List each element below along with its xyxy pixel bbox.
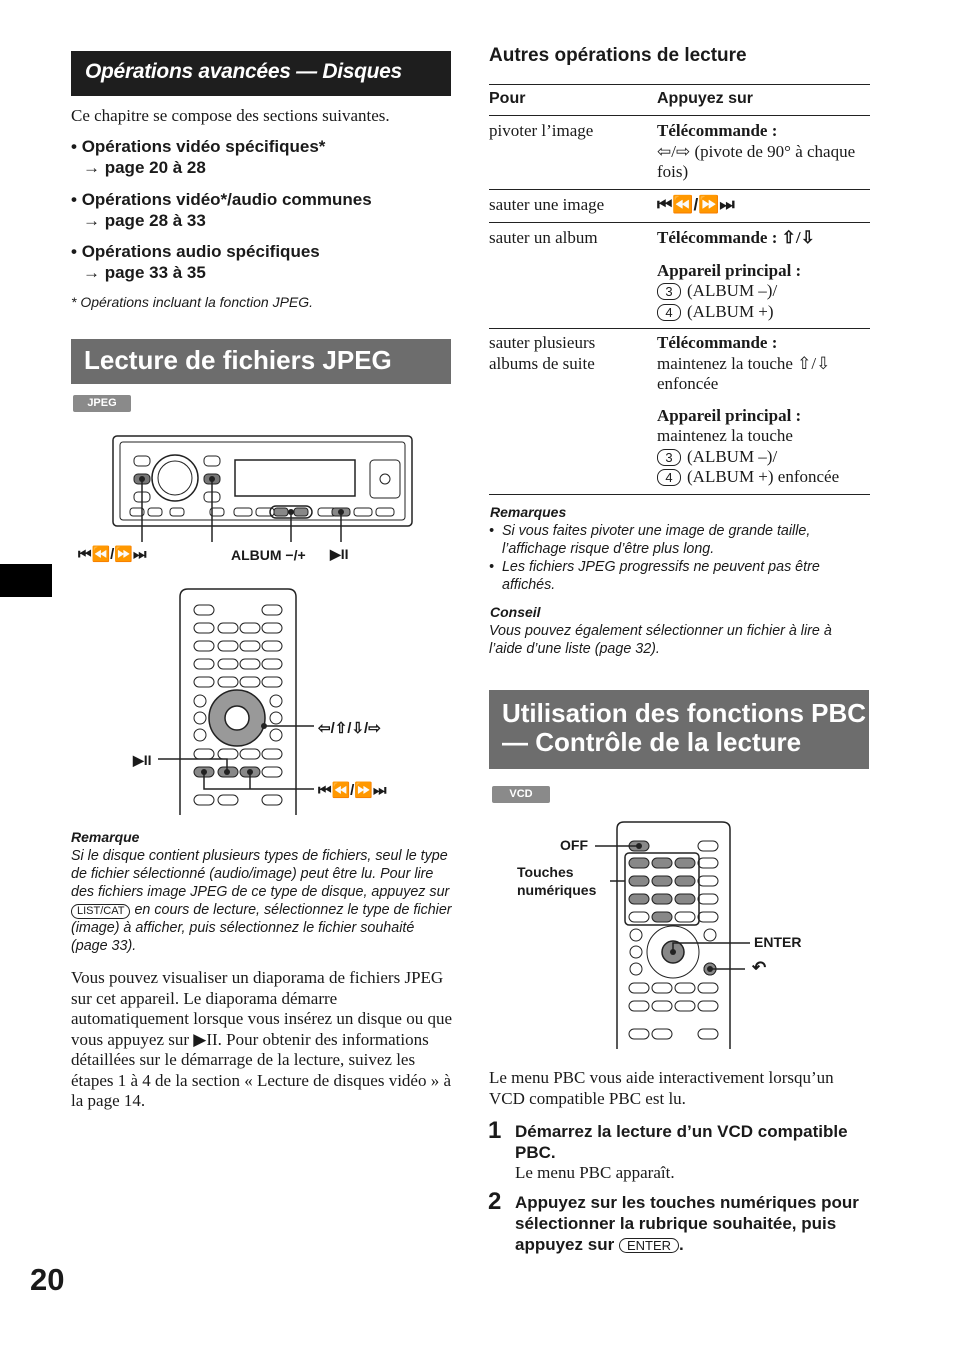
step-title: Démarrez la lecture d’un VCD compatible PBC. — [515, 1122, 848, 1162]
section-banner-advanced-ops — [71, 51, 451, 96]
key-4: 4 — [657, 469, 681, 486]
table-cell-action: Télécommande : ⇧/⇩ Appareil principal : 3 (ALBUM –)/ 4 (ALBUM +) — [657, 228, 815, 321]
key-3: 3 — [657, 449, 681, 466]
table-header-pour: Pour — [489, 90, 526, 107]
page-number: 20 — [30, 1262, 65, 1297]
pbc-body-text: Le menu PBC vous aide interactivement lorsqu’un VCD compatible PBC est lu. — [489, 1068, 834, 1108]
section-banner-title: Opérations avancées — Disques — [85, 60, 402, 83]
other-ops-heading: Autres opérations de lecture — [489, 45, 747, 66]
step-number: 2 — [488, 1188, 502, 1215]
list-cat-key: LIST/CAT — [71, 904, 130, 919]
table-rule — [489, 84, 870, 85]
remark-text: Si le disque contient plusieurs types de fichiers, seul le type de fichier sélectionné (audio/image) peut être lu. Pour lire des fichiers image JPEG de ce type de disque, appuyez sur LIST/CAT en cours de lecture, sélectionnez le type de fichier (image) à afficher, puis sélectionnez le fichier souhaité (page 33). — [71, 848, 452, 954]
enter-label: ENTER — [754, 934, 802, 950]
off-label: OFF — [560, 837, 588, 853]
list-item: • Opérations vidéo*/audio communes → page 28 à 33 — [71, 190, 372, 230]
list-item: • Opérations audio spécifiques → page 33 à 35 — [71, 242, 320, 282]
section-banner-pbc — [489, 690, 869, 769]
table-cell-pour: sauter une image — [489, 195, 605, 214]
key-3: 3 — [657, 283, 681, 300]
table-cell-action: Télécommande : maintenez la touche ⇧/⇩ enfoncée Appareil principal : maintenez la touche 3 (ALBUM –)/ 4 (ALBUM +) enfoncée — [657, 333, 840, 486]
table-header-appuyez: Appuyez sur — [657, 90, 754, 107]
table-rule — [489, 115, 870, 116]
enter-key: ENTER — [619, 1238, 679, 1253]
table-cell-action: ⏮⏪/⏩⏭ — [657, 195, 735, 214]
section-title: Lecture de fichiers JPEG — [84, 345, 392, 375]
section-banner-jpeg — [71, 339, 451, 384]
list-item: • Opérations vidéo spécifiques* → page 20 à 28 — [71, 137, 326, 177]
list-item: • Les fichiers JPEG progressifs ne peuvent pas être affichés. — [489, 559, 820, 593]
table-rule — [489, 189, 870, 190]
footnote: * Opérations incluant la fonction JPEG. — [71, 294, 314, 310]
remark-title: Remarque — [71, 829, 140, 845]
remarks-list — [489, 522, 869, 594]
album-label: ALBUM −/+ — [231, 547, 306, 563]
seek-label: ⏮⏪/⏩⏭ — [78, 546, 147, 563]
tip-text: Vous pouvez également sélectionner un fichier à lire à l’aide d’une liste (page 32). — [489, 623, 832, 657]
remarks-title: Remarques — [490, 504, 567, 520]
return-icon: ↶ — [752, 958, 767, 977]
chapter-tab — [0, 564, 52, 597]
intro-text: Ce chapitre se compose des sections suivantes. — [71, 106, 390, 125]
key-4: 4 — [657, 304, 681, 321]
step-title: Appuyez sur les touches numériques pour sélectionner la rubrique souhaitée, puis appuyez sur ENTER . — [515, 1193, 859, 1254]
table-rule — [489, 222, 870, 223]
table-rule — [489, 494, 870, 495]
table-cell-pour: pivoter l’image — [489, 121, 594, 140]
step-desc: Le menu PBC apparaît. — [515, 1163, 675, 1182]
table-cell-pour: sauter plusieurs albums de suite — [489, 333, 596, 373]
list-item: • Si vous faites pivoter une image de grande taille, l’affichage risque d’être plus long. — [489, 523, 811, 557]
section-title: Utilisation des fonctions PBC — Contrôle de la lecture — [502, 698, 867, 757]
arrows-label: ⇦/⇧/⇩/⇨ — [318, 720, 381, 737]
table-cell-pour: sauter un album — [489, 228, 598, 247]
step-number: 1 — [488, 1117, 502, 1144]
remote-seek-label: ⏮⏪/⏩⏭ — [318, 782, 387, 799]
number-keys-label: Touches numériques — [517, 864, 597, 898]
play-pause-label: ▶II — [330, 546, 349, 562]
jpeg-tag: JPEG — [73, 395, 131, 412]
tip-title: Conseil — [490, 604, 541, 620]
table-rule — [489, 328, 870, 329]
vcd-tag: VCD — [492, 786, 550, 803]
remote-play-label: ▶II — [133, 752, 152, 768]
table-cell-action: Télécommande : ⇦/⇨ (pivote de 90° à chaque fois) — [657, 121, 856, 181]
jpeg-body-text: Vous pouvez visualiser un diaporama de fichiers JPEG sur cet appareil. Le diaporama démarre automatiquement lorsque vous insérez un disque ou que vous appuyez sur ▶II. Pour obtenir des informations détaillées sur le démarrage de la lecture, suivez les étapes 1 à 4 de la section « Lecture de disques vidéo » à la page 14. — [71, 968, 452, 1110]
